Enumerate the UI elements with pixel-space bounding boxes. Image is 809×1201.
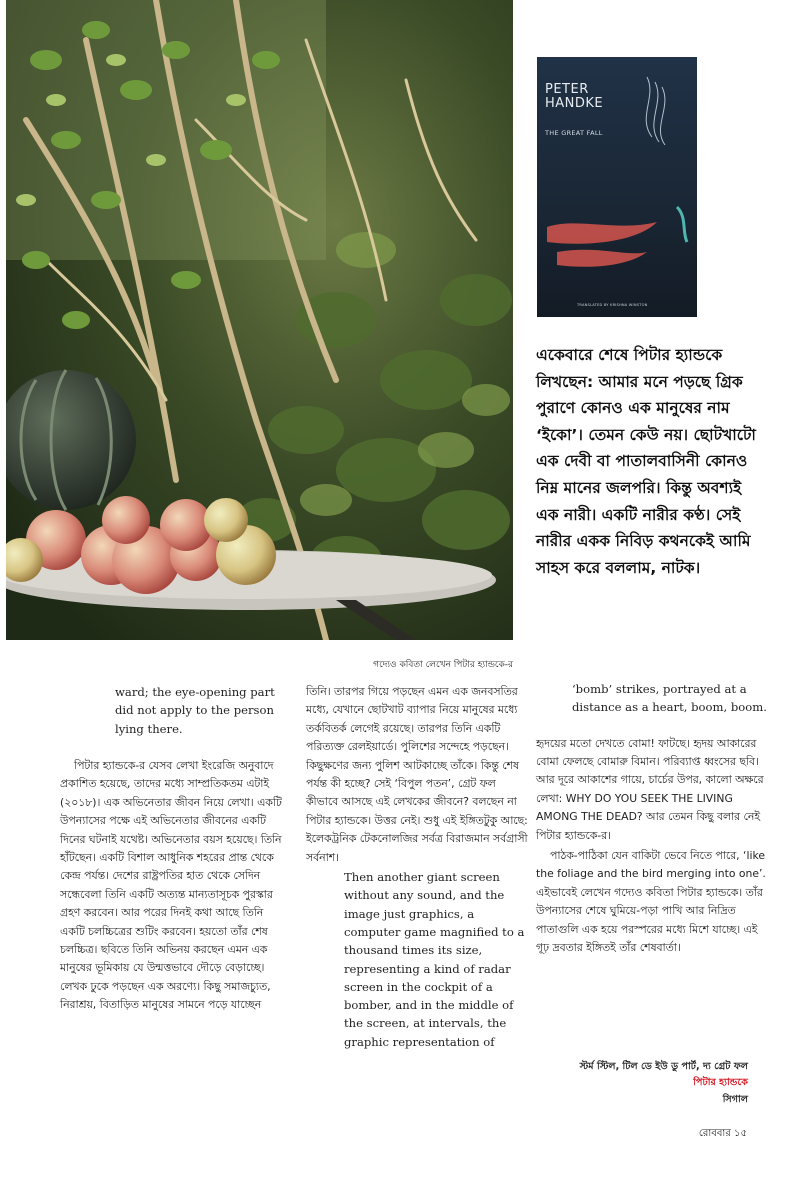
book-cover-translator: TRANSLATED BY KRISHNA WINSTON (577, 303, 648, 307)
photo-caption: গদ্যেও কবিতা লেখেন পিটার হ্যান্ডকে-র (373, 660, 513, 670)
english-quote-3: ‘bomb’ strikes, portrayed at a distance as a heart, boom, boom. (572, 682, 767, 715)
page-folio: রোববার ১৫ (698, 1128, 747, 1139)
article-paragraph: হৃদয়ের মতো দেখতে বোমা! ফাটছে। হৃদয় আকারের বোমা ফেলছে বোমারু বিমান। পরিব্যাপ্ত ধ্বংসের ছবি। আর দূরে আকাশের গায়ে, চার্চের উপর, কালো অক্ষরে লেখা: WHY DO YOU SEEK THE LIVING AMONG THE DEAD? আর তেমন কিছু বলার নেই পিটার হ্যান্ডকে-র। (536, 736, 764, 842)
english-quote-2: Then another giant screen without any sound, and the image just graphics, a computer game magnified to a thousand times its size, representing a kind of radar screen in the cockpit of a bomber, and in the middle of the screen, at intervals, the graphic representation of (344, 870, 525, 1049)
english-quote-1: ward; the eye-opening part did not apply to the person lying there. (115, 685, 275, 736)
article-column-3 (536, 680, 768, 957)
pull-quote: একেবারে শেষে পিটার হ্যান্ডকে লিখছেন: আমার মনে পড়ছে গ্রিক পুরাণে কোনও এক মানুষের নাম ‘ইকো’। তেমন কেউ নয়। ছোটখাটো এক দেবী বা পাতালবাসিনী কোনও নিম্ন মানের জলপরি। কিন্তু অবশ্যই এক নারী। একটি নারীর কণ্ঠ। সেই নারীর একক নিবিড় কথনকেই আমি সাহস করে বললাম, নাটক। (536, 346, 756, 577)
article-column-1 (60, 683, 288, 1015)
article-column-2 (306, 683, 528, 1051)
credit-book-title: স্টর্ম স্টিল, টিল ডে ইউ ডু পার্ট, দ্য গ্রেট ফল (579, 1061, 748, 1072)
book-credit (580, 1057, 748, 1110)
book-cover-author: PETER HANDKE (545, 82, 604, 111)
article-paragraph: পিটার হ্যান্ডকে-র যেসব লেখা ইংরেজি অনুবাদে প্রকাশিত হয়েছে, তাদের মধ্যে সাম্প্রতিকতম এটাই (২০১৮)। এক অভিনেতার জীবন নিয়ে লেখা। একটি উপন্যাসের পক্ষে এই অভিনেতার জীবনের একটি দিনের ঘটনাই যথেষ্ট। অভিনেতার বয়স হয়েছে। তিনি হাঁটছেন। একটি বিশাল আধুনিক শহরের প্রান্ত থেকে কেন্দ্র পর্যন্ত। দেশের রাষ্ট্রপতির হাত থেকে সেদিন সন্ধেবেলা তিনি একটি অত্যন্ত মান্যতাসূচক পুরস্কার গ্রহণ করবেন। আর পরের দিনই কথা আছে তিনি একটি চলচ্চিত্রের শুটিং করবেন। হয়তো তাঁর শেষ চলচ্চিত্র। ছবিতে তিনি অভিনয় করছেন এমন এক মানুষের ভূমিকায় যে উন্মত্তভাবে দৌড়ে বেড়াচ্ছে। লেখক ঢুকে পড়ছেন এক অরণ্যে। কিছু সমাজচ্যুত, নিরাশ্রয়, বিতাড়িত মানুষের সামনে পড়ে যাচ্ছেন (60, 758, 282, 1012)
article-paragraph: পাঠক-পাঠিকা যেন বাকিটা ভেবে নিতে পারে, ‘like the foliage and the bird merging into one’. এইভাবেই লেখেন গদ্যেও কবিতা পিটার হ্যান্ডকে। তাঁর উপন্যাসের শেষে ঘুমিয়ে-পড়া পাখি আর নিদ্রিত পাতাগুলি এক হয়ে পরস্পরের মধ্যে মিশে যাচ্ছে। এই গূঢ় দ্রবতার ইঙ্গিতই তাঁর শেষবার্তা। (536, 849, 766, 955)
credit-publisher: সিগাল (722, 1094, 748, 1105)
credit-author: পিটার হ্যান্ডকে (693, 1077, 748, 1088)
garden-photo (6, 0, 513, 640)
garden-photo-illustration (6, 0, 513, 640)
article-paragraph: তিনি। তারপর গিয়ে পড়ছেন এমন এক জনবসতির মধ্যে, যেখানে ছোটখাট ব্যাপার নিয়ে মানুষের মধ্যে তর্কবিতর্ক লেগেই রয়েছে। তারপর তিনি একটি পরিত্যক্ত রেলইয়ার্ডে। পুলিশের সন্দেহে পড়ছেন। কিছুক্ষণের জন্য পুলিশ আটকাচ্ছে তাঁকে। কিন্তু শেষ পর্যন্ত কী হচ্ছে? সেই ‘বিপুল পতন’, গ্রেট ফল কীভাবে আসছে এই লেখকের জীবনে? বলছেন না পিটার হ্যান্ডকে। উত্তর নেই। শুধু এই ইঙ্গিতটুকু আছে: ইলেকট্রনিক টেকনোলজির সর্বত্র বিরাজমান সর্বগ্রাসী সর্বনাশ। (306, 685, 528, 864)
book-cover-title: THE GREAT FALL (545, 129, 603, 137)
book-cover (537, 57, 697, 317)
